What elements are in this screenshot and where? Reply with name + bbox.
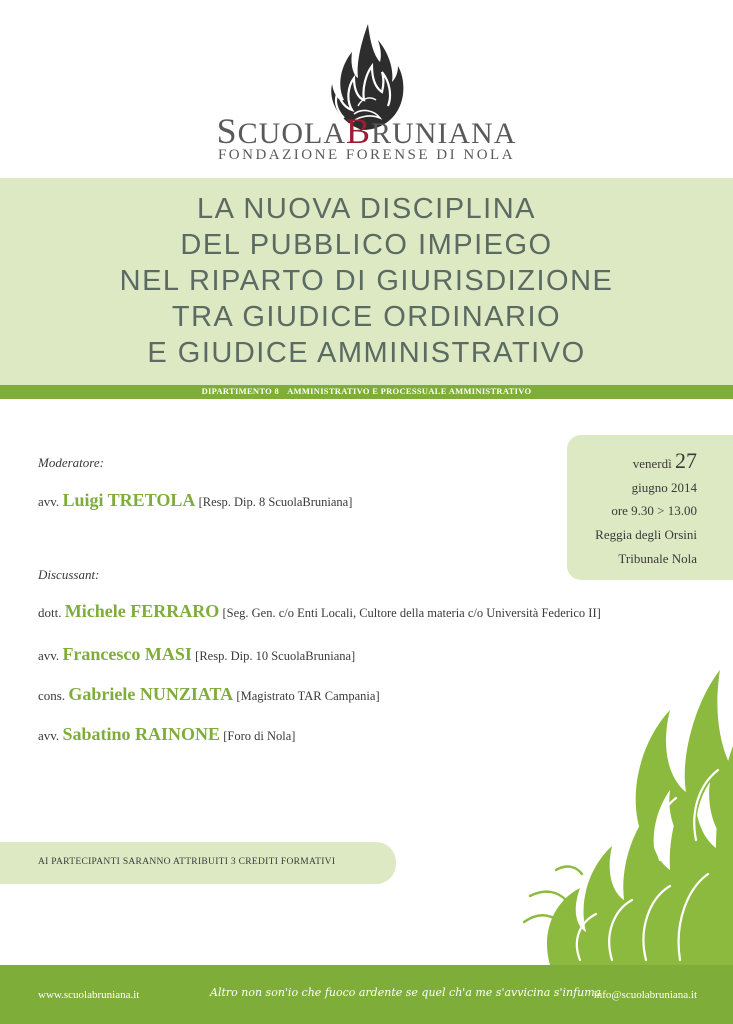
- person-name: Luigi TRETOLA: [62, 490, 196, 510]
- credits-text: AI PARTECIPANTI SARANNO ATTRIBUITI 3 CREDITI FORMATIVI: [38, 857, 336, 867]
- date-time: ore 9.30 > 13.00: [611, 503, 697, 518]
- person-note: [Seg. Gen. c/o Enti Locali, Cultore della materia c/o Università Federico II]: [222, 606, 601, 620]
- discussant-row: [38, 724, 295, 745]
- footer-quote: Altro non son'io che fuoco ardente se quel ch'a me s'avvicina s'infuma: [210, 986, 602, 999]
- person-name: Gabriele NUNZIATA: [68, 684, 234, 704]
- date-day: 27: [675, 448, 697, 473]
- logo-brand-name: [0, 110, 733, 152]
- date-weekday: venerdì: [632, 456, 672, 471]
- title-line: LA NUOVA DISCIPLINA: [196, 193, 537, 225]
- department-text: [0, 386, 733, 396]
- person-note: [Resp. Dip. 10 ScuolaBruniana]: [195, 649, 356, 663]
- title-line: E GIUDICE AMMINISTRATIVO: [147, 337, 586, 369]
- moderator-label: Moderatore:: [38, 455, 104, 470]
- date-month-year: giugno 2014: [631, 480, 697, 495]
- discussants-label: Discussant:: [38, 567, 100, 582]
- person-title: avv.: [38, 648, 60, 663]
- date-place: Tribunale Nola: [618, 551, 697, 566]
- brand-first-rest: CUOLA: [237, 117, 347, 150]
- person-name: Sabatino RAINONE: [62, 724, 220, 744]
- moderator-row: [38, 490, 352, 511]
- event-title: [0, 191, 733, 371]
- brand-second-rest: RUNIANA: [371, 117, 517, 150]
- department-number: DIPARTIMENTO 8: [201, 386, 280, 396]
- discussant-row: [38, 684, 380, 705]
- footer-website-link[interactable]: www.scuolabruniana.it: [38, 989, 140, 1001]
- logo-subtitle: FONDAZIONE FORENSE DI NOLA: [217, 147, 516, 163]
- title-line: TRA GIUDICE ORDINARIO: [171, 301, 562, 333]
- brand-second-cap: B: [346, 111, 372, 151]
- title-line: DEL PUBBLICO IMPIEGO: [180, 229, 553, 261]
- date-venue: Reggia degli Orsini: [595, 527, 697, 542]
- discussant-row: [38, 601, 601, 622]
- person-note: [Resp. Dip. 8 ScuolaBruniana]: [198, 495, 353, 509]
- brand-first-cap: S: [216, 111, 238, 151]
- person-title: avv.: [38, 494, 60, 509]
- person-note: [Magistrato TAR Campania]: [236, 689, 380, 703]
- department-name: AMMINISTRATIVO E PROCESSUALE AMMINISTRATIVO: [287, 386, 532, 396]
- date-weekday-line: [633, 448, 697, 474]
- discussant-row: [38, 644, 355, 665]
- decorative-flame-icon: [520, 660, 733, 965]
- title-line: NEL RIPARTO DI GIURISDIZIONE: [119, 265, 614, 297]
- person-title: dott.: [38, 605, 62, 620]
- footer-email-link[interactable]: info@scuolabruniana.it: [593, 989, 697, 1001]
- person-title: avv.: [38, 728, 60, 743]
- person-title: cons.: [38, 688, 66, 703]
- person-note: [Foro di Nola]: [223, 729, 296, 743]
- person-name: Michele FERRARO: [64, 601, 220, 621]
- person-name: Francesco MASI: [62, 644, 192, 664]
